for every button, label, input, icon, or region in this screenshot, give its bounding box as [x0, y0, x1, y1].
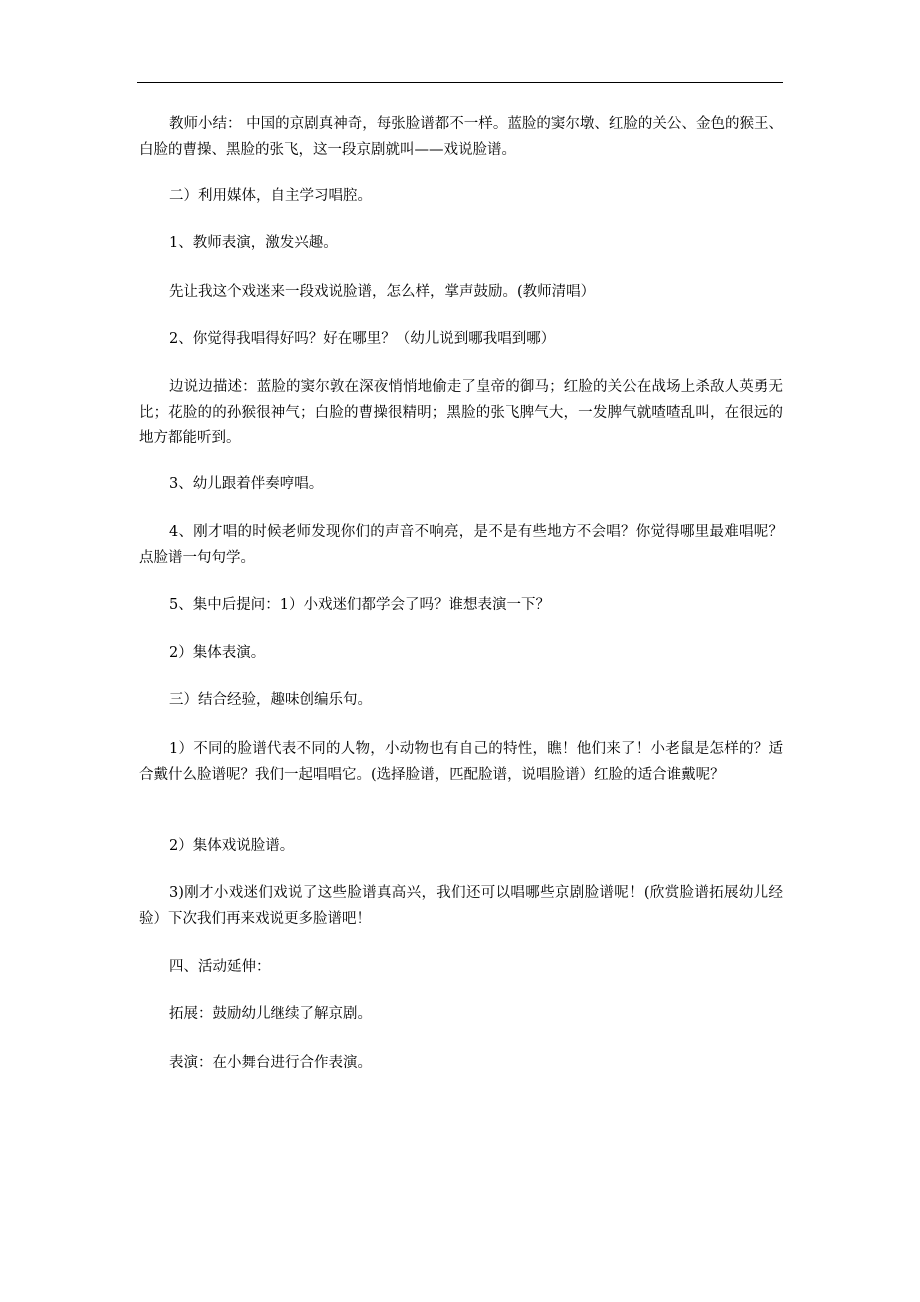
paragraph-describe: 边说边描述：蓝脸的窦尔敦在深夜悄悄地偷走了皇帝的御马；红脸的关公在战场上杀敌人英勇无比；花脸的的孙猴很神气；白脸的曹操很精明；黑脸的张飞脾气大，一发脾气就喳喳乱叫，在很远的地方都能听到。: [139, 379, 783, 446]
paragraph-extension: 拓展：鼓励幼儿继续了解京剧。: [169, 1006, 372, 1022]
paragraph-step-1: 1、教师表演，激发兴趣。: [169, 235, 338, 251]
paragraph-masks-animals: 1）不同的脸谱代表不同的人物，小动物也有自己的特性，瞧！他们来了！小老鼠是怎样的？适合戴什么脸谱呢？我们一起唱唱它。(选择脸谱，匹配脸谱，说唱脸谱）红脸的适合谁戴呢？: [139, 741, 783, 783]
paragraph-performance: 表演：在小舞台进行合作表演。: [169, 1055, 372, 1071]
paragraph-teacher-sings: 先让我这个戏迷来一段戏说脸谱，怎么样，掌声鼓励。(教师清唱）: [169, 284, 596, 300]
paragraph-step-4: 4、刚才唱的时候老师发现你们的声音不响亮，是不是有些地方不会唱？你觉得哪里最难唱呢？点脸谱一句句学。: [139, 524, 783, 566]
paragraph-group-masks: 2）集体戏说脸谱。: [169, 838, 295, 854]
paragraph-more-masks: 3)刚才小戏迷们戏说了这些脸谱真高兴，我们还可以唱哪些京剧脸谱呢！(欣赏脸谱拓展幼儿经验）下次我们再来戏说更多脸谱吧！: [139, 885, 783, 927]
paragraph-section-three-heading: 三）结合经验，趣味创编乐句。: [169, 692, 372, 708]
header-rule: [137, 82, 783, 83]
paragraph-section-two-heading: 二）利用媒体，自主学习唱腔。: [169, 188, 372, 204]
paragraph-group-performance: 2）集体表演。: [169, 645, 266, 661]
paragraph-step-5: 5、集中后提问：1）小戏迷们都学会了吗？谁想表演一下？: [169, 597, 550, 613]
paragraph-section-four-heading: 四、活动延伸：: [169, 959, 271, 975]
paragraph-step-2: 2、你觉得我唱得好吗？好在哪里？（幼儿说到哪我唱到哪）: [169, 331, 556, 347]
paragraph-step-3: 3、幼儿跟着伴奏哼唱。: [169, 476, 324, 492]
paragraph-teacher-summary: 教师小结： 中国的京剧真神奇，每张脸谱都不一样。蓝脸的窦尔墩、红脸的关公、金色的猴王、白脸的曹操、黑脸的张飞，这一段京剧就叫——戏说脸谱。: [139, 116, 783, 158]
